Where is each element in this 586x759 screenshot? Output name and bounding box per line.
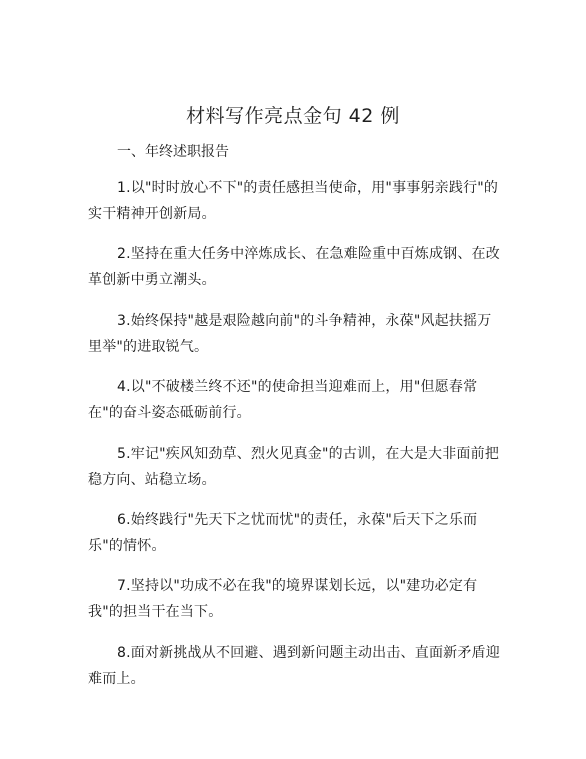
quote-list [88, 175, 500, 706]
document-title: 材料写作亮点金句 42 例 [186, 105, 400, 127]
quote-item: 1.以"时时放心不下"的责任感担当使命，用"事事躬亲践行"的实干精神开创新局。 [88, 180, 499, 222]
quote-item: 2.坚持在重大任务中淬炼成长、在急难险重中百炼成钢、在改革创新中勇立潮头。 [88, 246, 500, 289]
quote-item: 8.面对新挑战从不回避、遇到新问题主动出击、直面新矛盾迎难而上。 [88, 644, 500, 687]
quote-item: 4.以"不破楼兰终不还"的使命担当迎难而上，用"但愿春常在"的奋斗姿态砥砺前行。 [88, 379, 478, 422]
section-heading: 一、年终述职报告 [117, 144, 229, 160]
quote-item: 3.始终保持"越是艰险越向前"的斗争精神，永葆"风起扶摇万里举"的进取锐气。 [88, 312, 492, 355]
quote-item: 7.坚持以"功成不必在我"的境界谋划长远，以"建功必定有我"的担当干在当下。 [88, 578, 478, 621]
quote-item: 5.牢记"疾风知劲草、烈火见真金"的古训，在大是大非面前把稳方向、站稳立场。 [88, 445, 500, 488]
quote-item: 6.始终践行"先天下之忧而忧"的责任，永葆"后天下之乐而乐"的情怀。 [88, 511, 478, 554]
